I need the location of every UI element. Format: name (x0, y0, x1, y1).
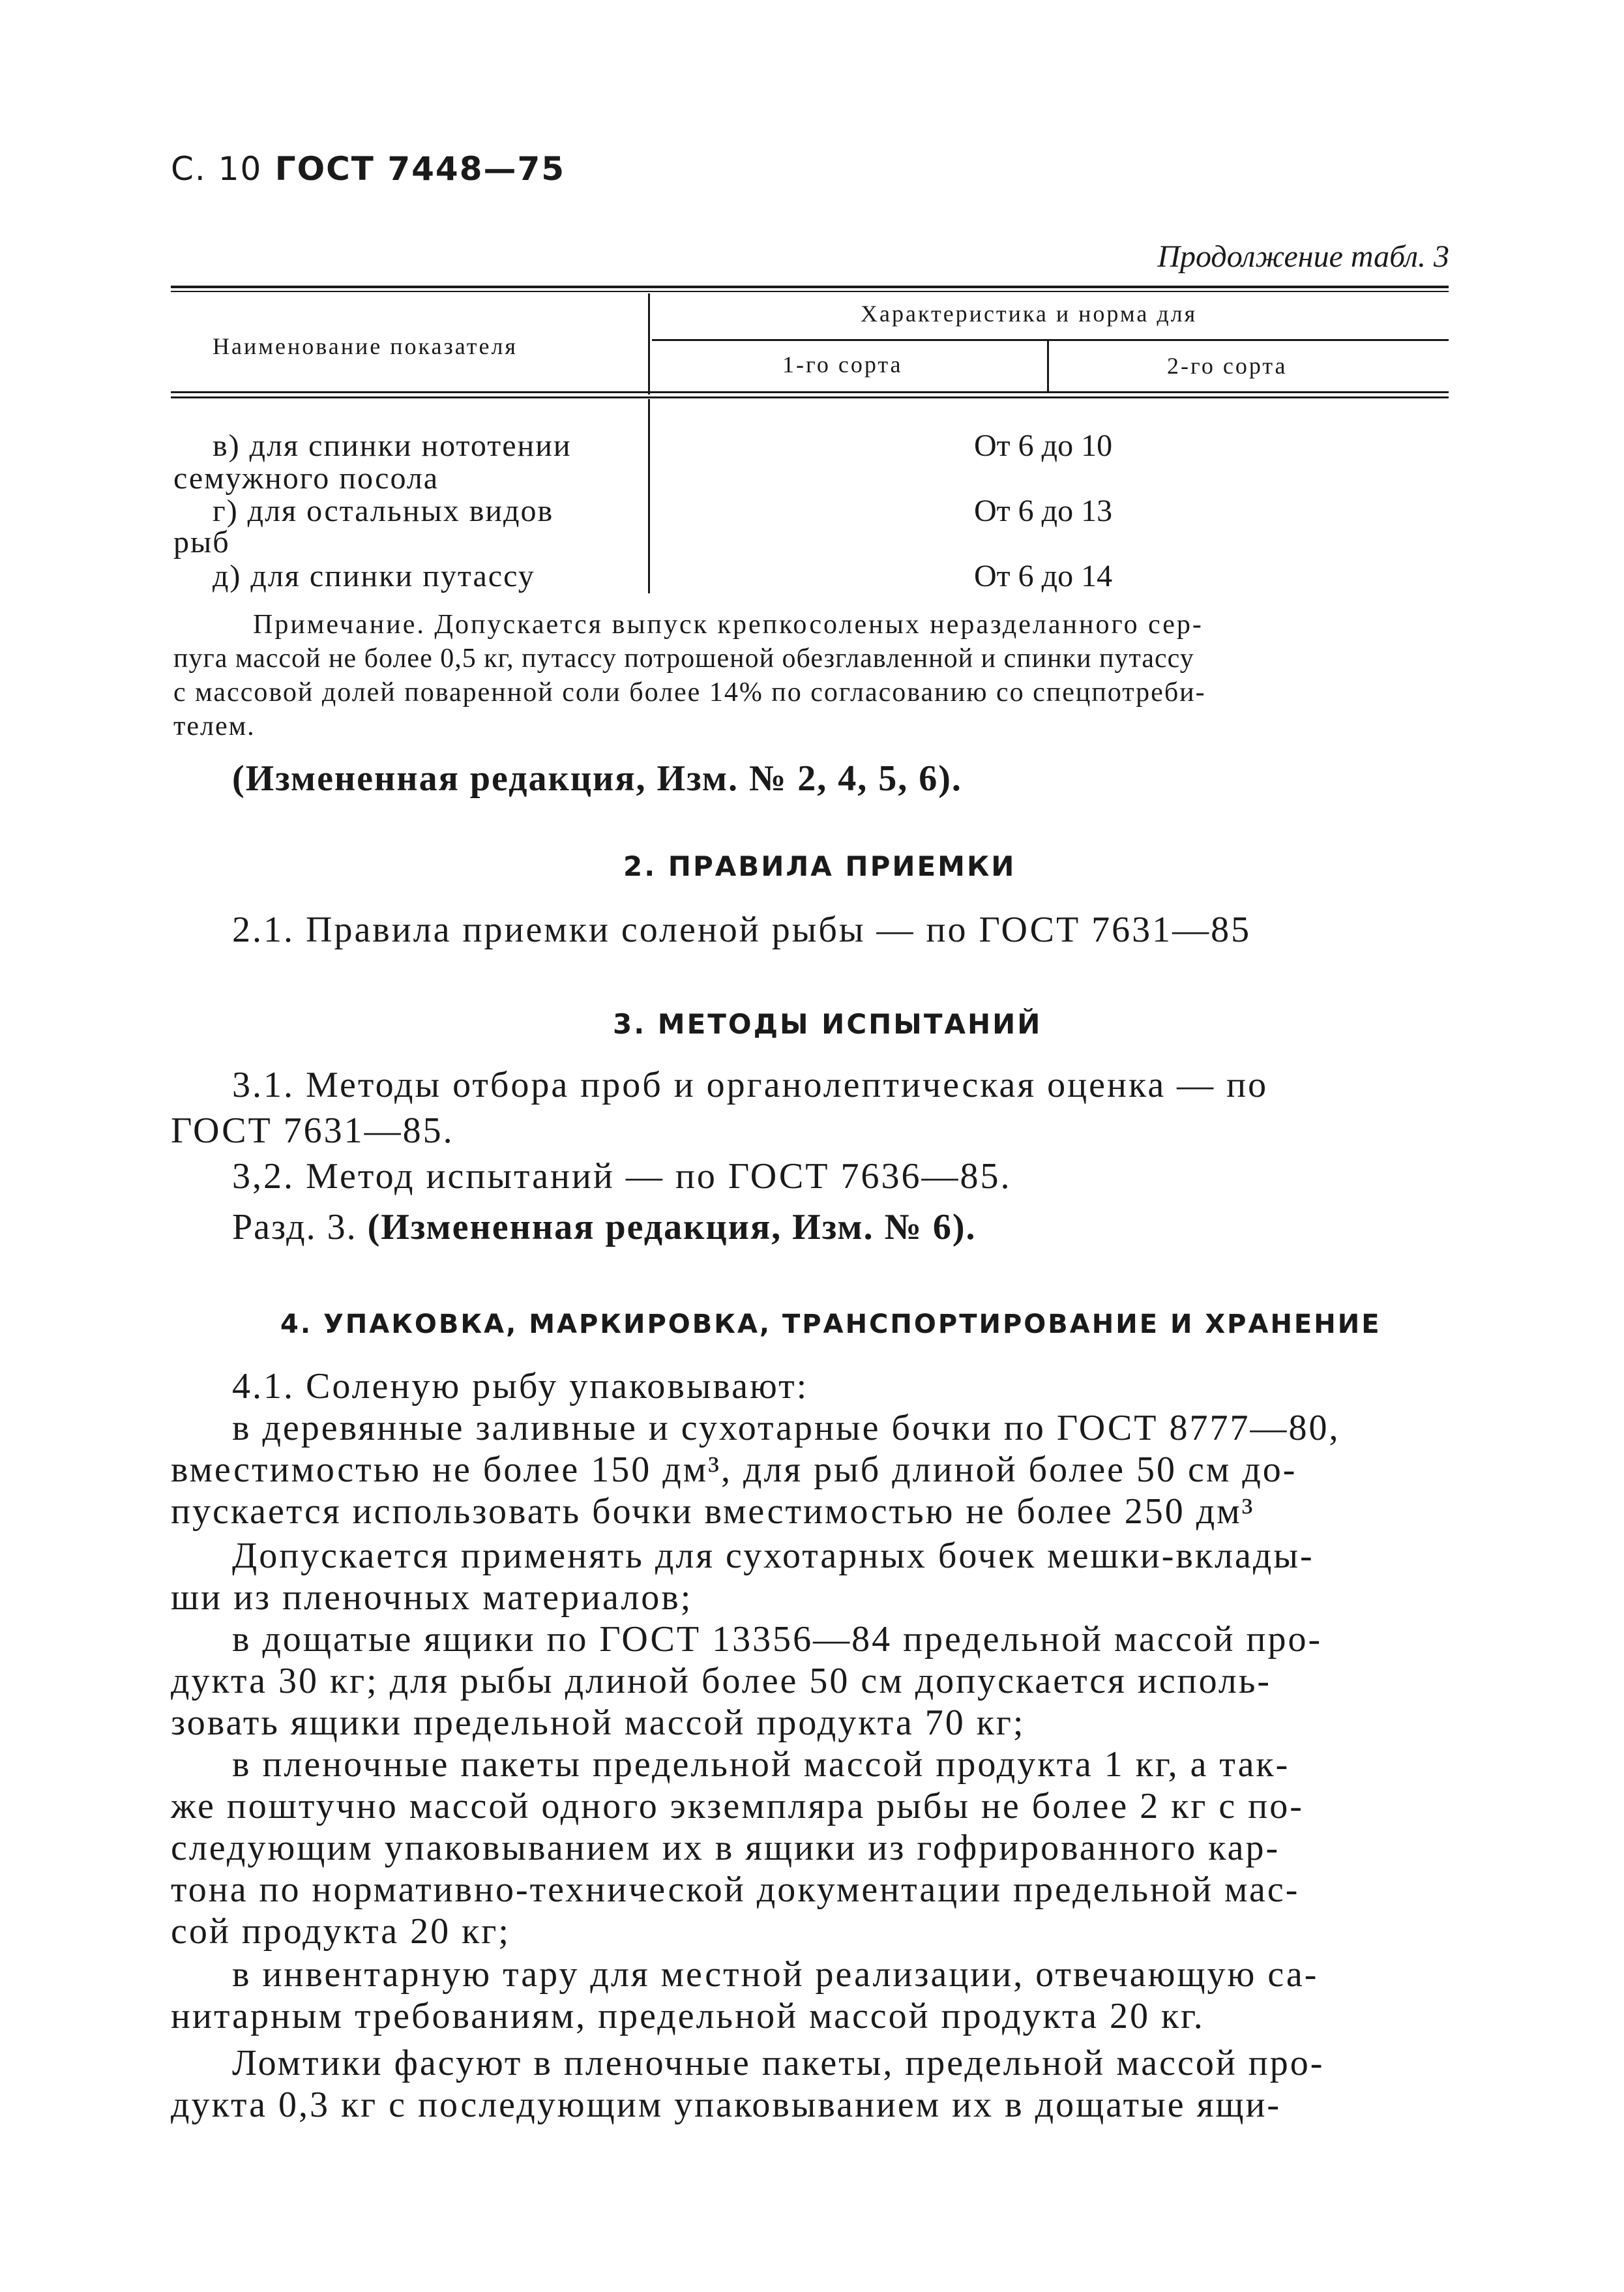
section-2-p1: 2.1. Правила приемки соленой рыбы — по ГОСТ 7631—85 (232, 910, 1252, 950)
section-3-p2: 3,2. Метод испытаний — по ГОСТ 7636—85. (232, 1156, 1012, 1197)
section-3-p1a: 3.1. Методы отбора проб и органолептическая оценка — по (232, 1065, 1269, 1105)
table-top-rule-2 (171, 291, 1449, 292)
section-4-line-5: Допускается применять для сухотарных бочек мешки-вклады- (232, 1536, 1314, 1576)
edition-note-1: (Измененная редакция, Изм. № 2, 4, 5, 6). (232, 758, 962, 799)
section-4-line-4: пускается использовать бочки вместимостью не более 250 дм³ (171, 1491, 1255, 1532)
table-row-2-value: От 6 до 13 (974, 494, 1113, 528)
note-line-4: телем. (173, 711, 256, 741)
table-col-sort2: 2-го сорта (1167, 353, 1288, 379)
section-4-line-12: следующим упаковыванием их в ящики из гофрированного кар- (171, 1828, 1280, 1868)
table-head-rule-2 (171, 396, 1449, 398)
section-4-line-6: ши из пленочных материалов; (171, 1577, 693, 1618)
table-continuation-label: Продолжение табл. 3 (1157, 239, 1449, 274)
page-header (171, 150, 565, 188)
section-4-line-18: дукта 0,3 кг с последующим упаковыванием их в дощатые ящи- (171, 2085, 1282, 2125)
section-3-edition-prefix: Разд. 3. (232, 1207, 357, 1247)
table-col-group: Характеристика и норма для (861, 301, 1198, 327)
page-number: С. 10 (171, 150, 263, 188)
table-top-rule (171, 286, 1449, 288)
table-col-name: Наименование показателя (213, 333, 518, 359)
section-4-line-16: нитарным требованиям, предельной массой продукта 20 кг. (171, 1996, 1205, 2036)
section-4-line-9: зовать ящики предельной массой продукта 70 кг; (171, 1703, 1026, 1743)
table-col-sort1: 1-го сорта (782, 351, 903, 378)
section-3-title: 3. МЕТОДЫ ИСПЫТАНИЙ (613, 1008, 1042, 1040)
section-4-line-8: дукта 30 кг; для рыбы длиной более 50 см допускается исполь- (171, 1661, 1272, 1701)
table-row-2-line1: г) для остальных видов (213, 494, 554, 528)
section-3-edition-text: (Измененная редакция, Изм. № 6). (367, 1207, 977, 1247)
table-col-divider (648, 293, 650, 394)
table-group-rule (652, 339, 1449, 341)
table-row-3-value: От 6 до 14 (974, 559, 1113, 593)
note-line-1: Примечание. Допускается выпуск крепкосоленых неразделанного сер- (253, 610, 1203, 640)
section-4-line-17: Ломтики фасуют в пленочные пакеты, предельной массой про- (232, 2043, 1325, 2083)
section-4-line-13: тона по нормативно-технической документации предельной мас- (171, 1869, 1300, 1910)
standard-number: ГОСТ 7448—75 (274, 150, 566, 188)
section-4-line-10: в пленочные пакеты предельной массой продукта 1 кг, а так- (232, 1744, 1290, 1785)
note-line-3: с массовой долей поваренной соли более 14% по согласованию со спецпотреби- (173, 677, 1206, 707)
section-4-line-3: вместимостью не более 150 дм³, для рыб длиной более 50 см до- (171, 1450, 1297, 1490)
section-4-line-2: в деревянные заливные и сухотарные бочки по ГОСТ 8777—80, (232, 1408, 1340, 1448)
section-4-line-1: 4.1. Соленую рыбу упаковывают: (232, 1366, 809, 1406)
section-2-title: 2. ПРАВИЛА ПРИЕМКИ (623, 850, 1016, 882)
table-row-3-line1: д) для спинки путассу (213, 559, 535, 593)
table-body-divider (648, 399, 650, 593)
table-row-1-value: От 6 до 10 (974, 428, 1113, 463)
section-3-edition (232, 1206, 977, 1248)
section-3-p1b: ГОСТ 7631—85. (171, 1110, 454, 1151)
table-row-1-line1: в) для спинки нототении (213, 428, 572, 463)
section-4-line-11: же поштучно массой одного экземпляра рыбы не более 2 кг с по- (171, 1786, 1304, 1826)
table-row-2-line2: рыб (173, 525, 230, 559)
section-4-title: 4. УПАКОВКА, МАРКИРОВКА, ТРАНСПОРТИРОВАНИЕ И ХРАНЕНИЕ (280, 1309, 1381, 1339)
note-line-2: пуга массой не более 0,5 кг, путассу потрошеной обезглавленной и спинки путассу (173, 644, 1194, 674)
section-4-line-14: сой продукта 20 кг; (171, 1911, 510, 1952)
section-4-line-15: в инвентарную тару для местной реализации, отвечающую са- (232, 1954, 1319, 1995)
table-head-rule (171, 391, 1449, 393)
table-row-1-line2: семужного посола (173, 461, 439, 496)
table-sort-divider (1047, 340, 1049, 393)
section-4-line-7: в дощатые ящики по ГОСТ 13356—84 предельной массой про- (232, 1619, 1323, 1659)
